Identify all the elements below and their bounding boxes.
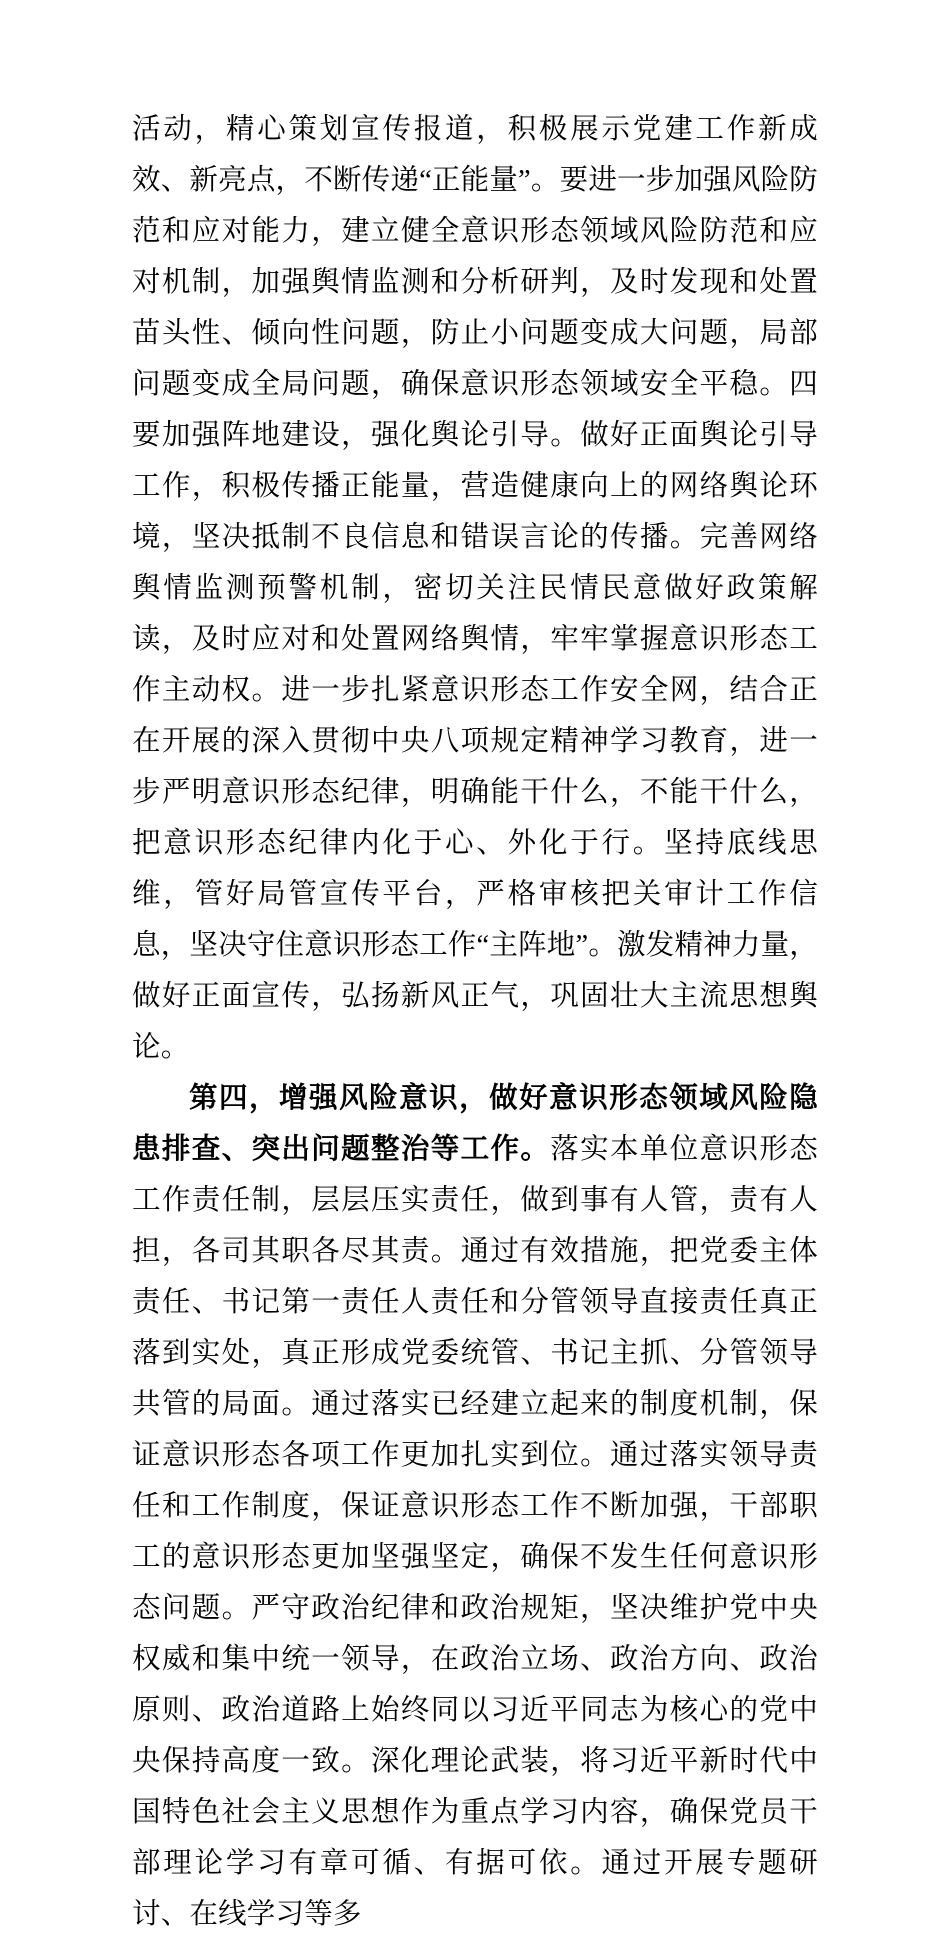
paragraph-text: 落实本单位意识形态工作责任制，层层压实责任，做到事有人管，责有人担，各司其职各尽其责。通过有效措施，把党委主体责任、书记第一责任人责任和分管领导直接责任真正落到实处，真正形成党委统管、书记主抓、分管领导共管的局面。通过落实已经建立起来的制度机制，保证意识形态各项工作更加扎实到位。通过落实领导责任和工作制度，保证意识形态工作不断加强，干部职工的意识形态更加坚强坚定，确保不发生任何意识形态问题。严守政治纪律和政治规矩，坚决维护党中央权威和集中统一领导，在政治立场、政治方向、政治原则、政治道路上始终同以习近平同志为核心的党中央保持高度一致。深化理论武装，将习近平新时代中国特色社会主义思想作为重点学习内容，确保党员干部理论学习有章可循、有据可依。通过开展专题研讨、在线学习等多	[132, 1134, 818, 1930]
paragraph	[132, 1073, 818, 1940]
paragraph-text: 活动，精心策划宣传报道，积极展示党建工作新成效、新亮点，不断传递“正能量”。要进一步加强风险防范和应对能力，建立健全意识形态领域风险防范和应对机制，加强舆情监测和分析研判，及时发现和处置苗头性、倾向性问题，防止小问题变成大问题，局部问题变成全局问题，确保意识形态领域安全平稳。四要加强阵地建设，强化舆论引导。做好正面舆论引导工作，积极传播正能量，营造健康向上的网络舆论环境，坚决抵制不良信息和错误言论的传播。完善网络舆情监测预警机制，密切关注民情民意做好政策解读，及时应对和处置网络舆情，牢牢掌握意识形态工作主动权。进一步扎紧意识形态工作安全网，结合正在开展的深入贯彻中央八项规定精神学习教育，进一步严明意识形态纪律，明确能干什么，不能干什么，把意识形态纪律内化于心、外化于行。坚持底线思维，管好局管宣传平台，严格审核把关审计工作信息，坚决守住意识形态工作“主阵地”。激发精神力量，做好正面宣传，弘扬新风正气，巩固壮大主流思想舆论。	[132, 114, 818, 1063]
paragraph-lead: 第四，增强风险意识，做好意识形态领域风险隐患排查、突出问题整治等工作。	[132, 1083, 818, 1165]
document-body	[132, 104, 818, 1940]
paragraph	[132, 104, 818, 1073]
